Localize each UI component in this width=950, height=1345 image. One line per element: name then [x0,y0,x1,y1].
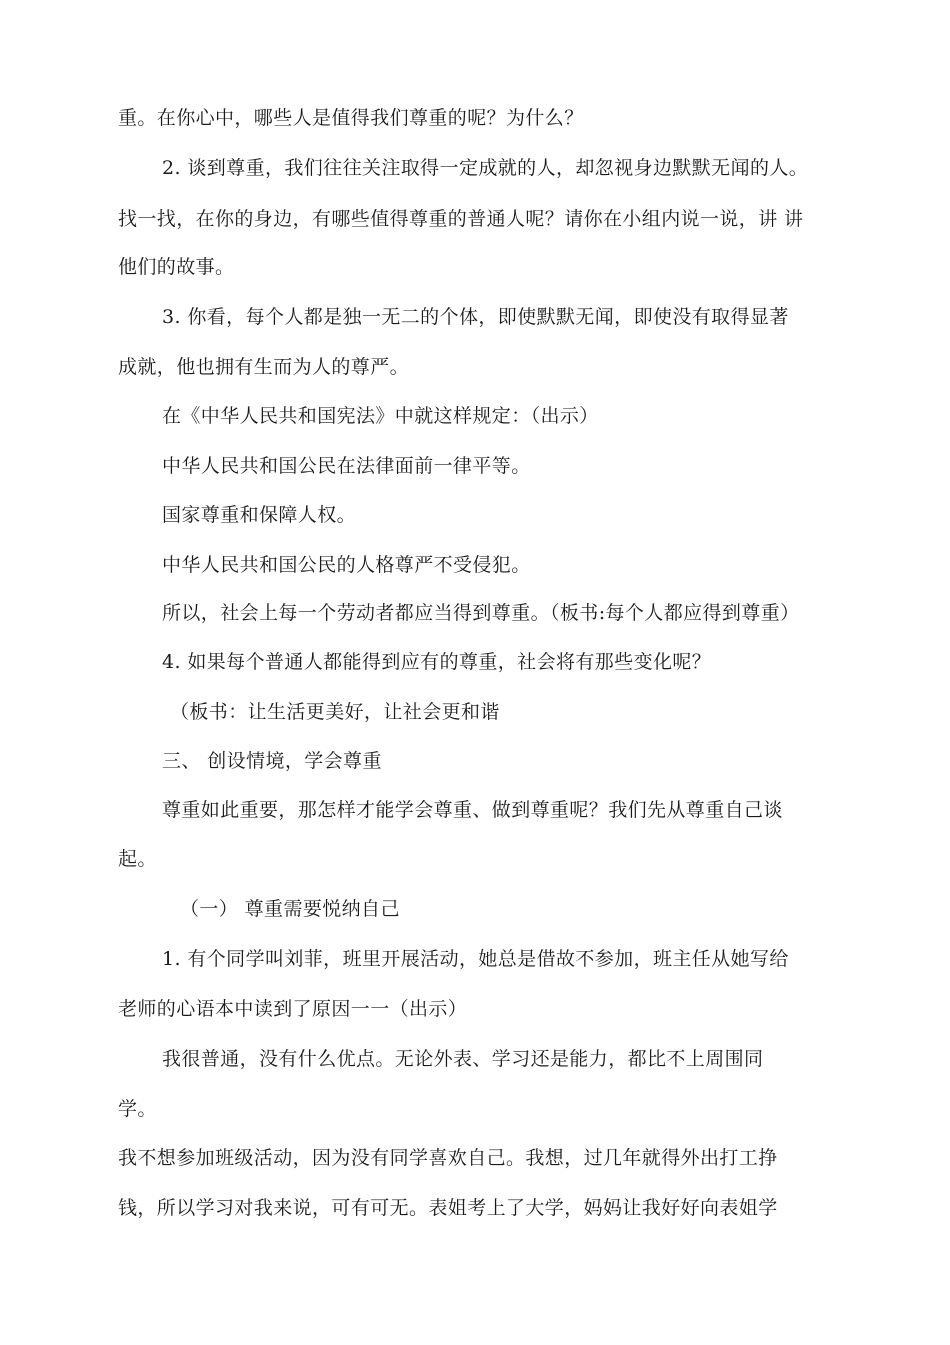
text-line: 老师的心语本中读到了原因一一（出示） [118,998,468,1020]
text-line: （板书：让生活更美好，让社会更和谐 [170,701,500,723]
text-line: 成就，他也拥有生而为人的尊严。 [118,356,410,378]
text-line: 找一找，在你的身边，有哪些值得尊重的普通人呢？请你在小组内说一说，讲 讲 [118,208,804,230]
text-line: 学。 [118,1098,157,1120]
text-line: 他们的故事。 [118,256,235,278]
text-line: 1. 有个同学叫刘菲，班里开展活动，她总是借故不参加，班主任从她写给 [162,948,789,970]
text-line: 3. 你看，每个人都是独一无二的个体，即使默默无闻，即使没有取得显著 [162,306,789,328]
text-line: 所以，社会上每一个劳动者都应当得到尊重。（板书:每个人都应得到尊重） [162,602,800,624]
text-line: 中华人民共和国公民在法律面前一律平等。 [162,455,531,477]
text-line: 我很普通，没有什么优点。无论外表、学习还是能力，都比不上周围同 [162,1048,764,1070]
text-line: 重。在你心中，哪些人是值得我们尊重的呢？为什么？ [118,107,584,129]
text-line: 4. 如果每个普通人都能得到应有的尊重，社会将有那些变化呢？ [162,651,712,673]
section-heading: 三、 创设情境，学会尊重 [162,750,382,772]
text-line: 起。 [118,848,157,870]
text-line: 在《中华人民共和国宪法》中就这样规定：（出示） [162,405,599,427]
text-line: 钱，所以学习对我来说，可有可无。表姐考上了大学，妈妈让我好好向表姐学 [118,1197,778,1219]
text-line: 尊重如此重要，那怎样才能学会尊重、做到尊重呢？我们先从尊重自己谈 [162,799,783,821]
text-line: 中华人民共和国公民的人格尊严不受侵犯。 [162,554,531,576]
text-line: 国家尊重和保障人权。 [162,504,357,526]
text-line: 我不想参加班级活动，因为没有同学喜欢自己。我想，过几年就得外出打工挣 [118,1147,778,1169]
text-line: 2. 谈到尊重，我们往往关注取得一定成就的人，却忽视身边默默无闻的人。 [162,157,809,179]
subsection-heading: （一） 尊重需要悦纳自己 [180,898,400,920]
